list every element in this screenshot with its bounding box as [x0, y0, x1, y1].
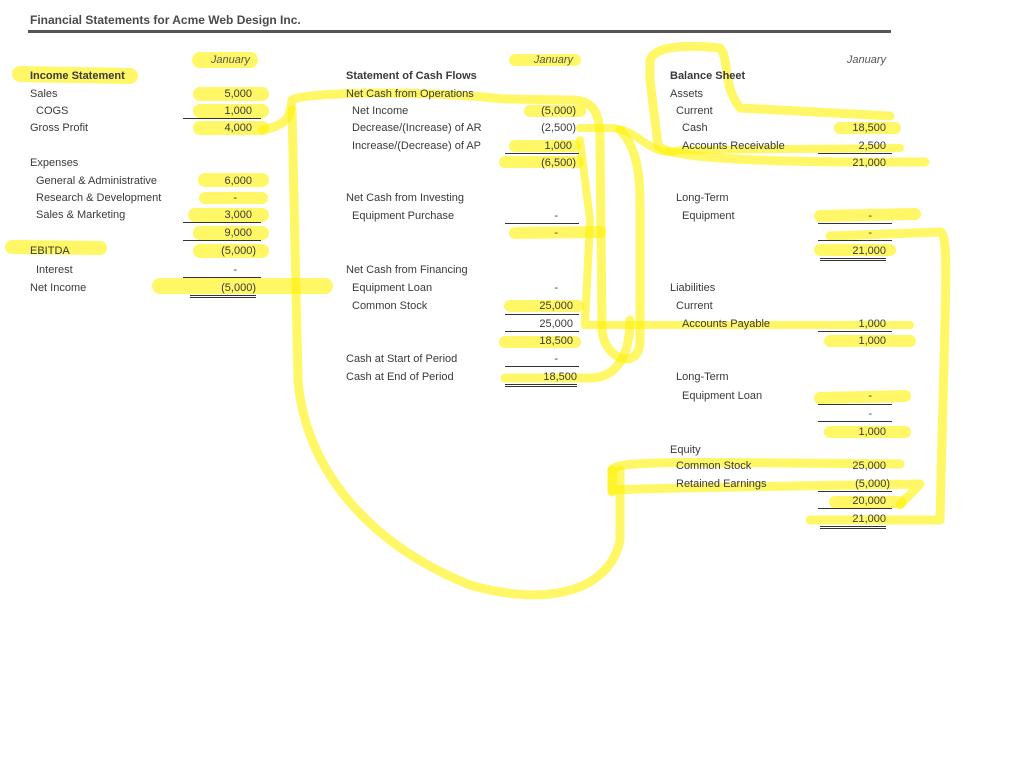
- bs-ap-value: 1,000: [858, 318, 886, 330]
- cf-equipment-loan-value: -: [554, 282, 558, 294]
- is-gross-profit-value: 4,000: [224, 122, 252, 134]
- is-net-income-label: Net Income: [30, 282, 87, 294]
- bs-current-label: Current: [676, 105, 713, 117]
- bs-equipment-loan-label: Equipment Loan: [682, 390, 763, 402]
- bs-long-term-total: -: [868, 227, 872, 239]
- cf-ar-label: Decrease/(Increase) of AR: [352, 122, 482, 134]
- is-sales-label: Sales: [30, 88, 58, 100]
- bs-cash-label: Cash: [682, 122, 708, 134]
- is-total-expenses: 9,000: [224, 227, 252, 239]
- is-ebitda-label: EBITDA: [30, 245, 70, 257]
- cf-cash-start-value: -: [554, 353, 558, 365]
- bs-equipment-loan-value: -: [868, 390, 872, 402]
- is-gross-profit-label: Gross Profit: [30, 122, 89, 134]
- is-heading: Income Statement: [30, 70, 125, 82]
- is-cogs-value: 1,000: [190, 104, 252, 119]
- bs-lt-rule: [818, 223, 892, 224]
- is-expenses-label: Expenses: [30, 157, 79, 169]
- bs-heading: Balance Sheet: [670, 70, 746, 82]
- bs-liab-current-total: 1,000: [858, 335, 886, 347]
- is-net-income-value: (5,000): [190, 281, 256, 298]
- bs-current-rule: [818, 153, 892, 154]
- is-interest-rule: [183, 277, 261, 278]
- bs-equipment-label: Equipment: [682, 210, 735, 222]
- is-cogs-label: COGS: [36, 105, 69, 117]
- cf-ops-rule: [505, 153, 579, 154]
- cf-common-stock-label: Common Stock: [352, 300, 428, 312]
- bs-eqloan-rule: [818, 404, 892, 405]
- cf-fin-rule: [505, 314, 579, 315]
- bs-total-assets: 21,000: [820, 244, 886, 261]
- bs-ar-label: Accounts Receivable: [682, 140, 785, 152]
- cf-equipment-loan-label: Equipment Loan: [352, 282, 433, 294]
- bs-retained-earnings-label: Retained Earnings: [676, 478, 767, 490]
- cf-invest-rule: [505, 223, 579, 224]
- cf-common-stock-value: 25,000: [539, 300, 573, 312]
- bs-liab-long-term-total: -: [868, 408, 872, 420]
- cf-net-change: 18,500: [539, 335, 573, 347]
- bs-ap-label: Accounts Payable: [682, 318, 771, 330]
- is-sm-rule: [183, 222, 261, 223]
- is-ga-value: 6,000: [224, 175, 252, 187]
- cf-cash-end-label: Cash at End of Period: [346, 371, 454, 383]
- bs-equity-label: Equity: [670, 444, 701, 456]
- cf-equipment-purchase-value: -: [554, 210, 558, 222]
- cf-period: January: [533, 54, 573, 66]
- cf-ap-label: Increase/(Decrease) of AP: [352, 140, 482, 152]
- bs-equipment-value: -: [868, 210, 872, 222]
- bs-liab-long-term-label: Long-Term: [676, 371, 729, 383]
- bs-long-term-label: Long-Term: [676, 192, 729, 204]
- bs-total-liabilities: 1,000: [858, 426, 886, 438]
- page-title: Financial Statements for Acme Web Design Inc.: [30, 13, 301, 27]
- cf-ar-value: (2,500): [541, 122, 576, 134]
- cf-heading: Statement of Cash Flows: [346, 70, 477, 82]
- bs-ar-value: 2,500: [858, 140, 886, 152]
- bs-ap-rule: [818, 331, 892, 332]
- bs-liab-lt-rule: [818, 421, 892, 422]
- bs-common-stock-label: Common Stock: [676, 460, 752, 472]
- is-period: January: [210, 54, 250, 66]
- title-rule: [28, 30, 891, 33]
- is-rd-value: -: [233, 192, 237, 204]
- cf-financing-label: Net Cash from Financing: [346, 264, 468, 276]
- bs-re-rule: [818, 491, 892, 492]
- cf-cash-end-value: 18,500: [505, 370, 577, 387]
- is-ebitda-value: (5,000): [221, 245, 256, 257]
- bs-cash-value: 18,500: [852, 122, 886, 134]
- is-interest-value: -: [233, 264, 237, 276]
- is-sales-value: 5,000: [224, 88, 252, 100]
- cf-fin-total-rule: [505, 331, 579, 332]
- cf-cash-start-label: Cash at Start of Period: [346, 353, 458, 365]
- bs-assets-label: Assets: [670, 88, 704, 100]
- is-cogs-rule: [183, 118, 261, 119]
- cf-financing-total: 25,000: [539, 318, 573, 330]
- bs-current-total: 21,000: [852, 157, 886, 169]
- bs-total-liab-equity: 21,000: [820, 512, 886, 529]
- bs-liabilities-label: Liabilities: [670, 282, 716, 294]
- cf-net-income-label: Net Income: [352, 105, 409, 117]
- bs-equity-rule: [818, 508, 892, 509]
- cf-equipment-purchase-label: Equipment Purchase: [352, 210, 455, 222]
- is-ga-label: General & Administrative: [36, 175, 158, 187]
- cf-ap-value: 1,000: [544, 140, 572, 152]
- cf-net-income-value: (5,000): [541, 105, 576, 117]
- bs-period: January: [846, 54, 886, 66]
- cf-operations-label: Net Cash from Operations: [346, 88, 474, 100]
- is-sm-label: Sales & Marketing: [36, 209, 126, 221]
- bs-lt-total-rule: [818, 240, 892, 241]
- is-total-expenses-rule: [183, 240, 261, 241]
- cf-operations-total: (6,500): [541, 157, 576, 169]
- bs-liab-current-label: Current: [676, 300, 713, 312]
- cf-start-rule: [505, 366, 579, 367]
- is-rd-label: Research & Development: [36, 192, 162, 204]
- bs-common-stock-value: 25,000: [852, 460, 886, 472]
- bs-total-equity: 20,000: [852, 495, 886, 507]
- is-sm-value: 3,000: [190, 208, 252, 223]
- is-interest-label: Interest: [36, 264, 73, 276]
- bs-retained-earnings-value: (5,000): [855, 478, 890, 490]
- cf-investing-total: -: [554, 227, 558, 239]
- cf-investing-label: Net Cash from Investing: [346, 192, 464, 204]
